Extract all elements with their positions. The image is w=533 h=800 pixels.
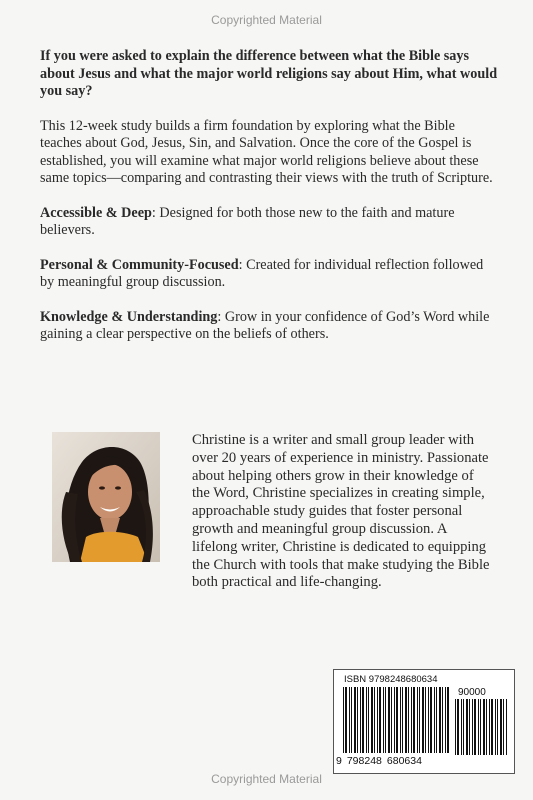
barcode-digit-prefix: 9 xyxy=(336,755,342,767)
feature-title: Personal & Community-Focused xyxy=(40,256,239,273)
feature-personal xyxy=(40,257,498,292)
copyright-watermark-top: Copyrighted Material xyxy=(211,13,322,27)
barcode-bars xyxy=(342,687,452,757)
addon-barcode-bars xyxy=(454,699,508,757)
price-code: 90000 xyxy=(458,687,486,698)
copyright-watermark-bottom: Copyrighted Material xyxy=(211,772,322,786)
feature-title: Knowledge & Understanding xyxy=(40,308,218,325)
opening-question: If you were asked to explain the difference between what the Bible says about Jesus and what the major world religions say about Him, what would you say? xyxy=(40,48,498,99)
author-photo xyxy=(52,432,160,562)
barcode-digit-group-1: 798248 xyxy=(346,755,382,767)
back-cover-description xyxy=(40,48,498,361)
feature-text: : Grow in your confidence of God’s Word while gaining a clear perspective on the beliefs of others. xyxy=(40,308,490,342)
feature-accessible xyxy=(40,205,498,240)
author-bio: Christine is a writer and small group leader with over 20 years of experience in ministry. Passionate about helping others grow in their knowledge of the Word, Christine specializes in creating simple, approachable study guides that foster personal growth and meaningful group discussion. A lifelong writer, Christine is dedicated to equipping the Church with tools that make studying the Bible both practical and life-changing. xyxy=(192,432,490,591)
barcode-digit-group-2: 680634 xyxy=(386,755,422,767)
isbn-label: ISBN 9798248680634 xyxy=(344,674,438,685)
feature-knowledge xyxy=(40,309,498,344)
study-intro: This 12-week study builds a firm foundation by exploring what the Bible teaches about God, Jesus, Sin, and Salvation. Once the core of the Gospel is established, you will examine what major world religions believe about these same topics—comparing and contrasting their views with the truth of Scripture. xyxy=(40,117,493,186)
feature-title: Accessible & Deep xyxy=(40,204,152,221)
feature-text: : Created for individual reflection followed by meaningful group discussion. xyxy=(40,256,484,290)
barcode-digits xyxy=(336,755,456,767)
feature-text: : Designed for both those new to the faith and mature believers. xyxy=(40,204,455,238)
isbn-barcode xyxy=(333,669,515,774)
